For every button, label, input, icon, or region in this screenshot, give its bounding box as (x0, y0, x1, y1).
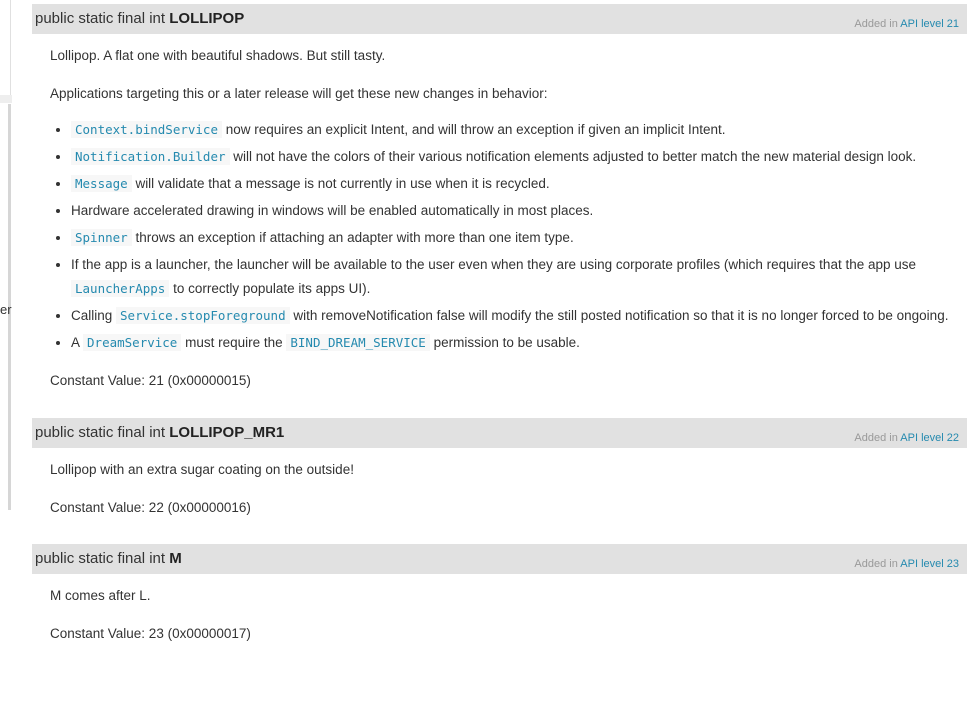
code-link-service-stopforeground[interactable]: Service.stopForeground (116, 307, 290, 324)
api-header (32, 418, 967, 448)
code-link-bind-dream-service[interactable]: BIND_DREAM_SERVICE (286, 334, 429, 351)
list-item-text: A (71, 335, 84, 350)
api-section-lollipop-mr1 (32, 418, 967, 520)
api-body (32, 574, 967, 646)
behavior-change-list (50, 118, 951, 355)
signature-modifiers: public static final int (35, 10, 170, 27)
code-link-context-bindservice[interactable]: Context.bindService (71, 121, 222, 138)
api-body (32, 448, 967, 520)
code-link-spinner[interactable]: Spinner (71, 229, 132, 246)
list-item (71, 118, 951, 142)
side-nav-clipped-text[interactable]: er (0, 302, 12, 317)
side-nav-divider (0, 95, 12, 103)
list-item-text: must require the (181, 335, 287, 350)
code-link-dreamservice[interactable]: DreamService (83, 334, 181, 351)
signature-modifiers: public static final int (35, 550, 170, 567)
list-item-text: If the app is a launcher, the launcher will be available to the user even when they are using corporate profiles (which requires that the app use (71, 257, 917, 272)
code-link-notification-builder[interactable]: Notification.Builder (71, 148, 230, 165)
list-item-text: permission to be usable. (429, 335, 580, 350)
side-nav-border (10, 0, 11, 95)
api-section-m (32, 544, 967, 646)
list-item-text: now requires an explicit Intent, and will throw an exception if given an implicit Intent. (222, 122, 726, 137)
api-header (32, 4, 967, 34)
signature-modifiers: public static final int (35, 424, 170, 441)
api-body (32, 34, 967, 393)
api-signature (35, 550, 182, 567)
list-item (71, 172, 951, 196)
list-item-text: Hardware accelerated drawing in windows will be enabled automatically in most places. (71, 203, 594, 218)
api-added-label (854, 557, 959, 571)
list-item-text: with removeNotification false will modify the still posted notification so that it is no longer forced to be ongoing. (289, 308, 949, 323)
section-spacer (32, 520, 967, 544)
list-item (71, 331, 951, 355)
api-header (32, 544, 967, 574)
behavior-intro: Applications targeting this or a later release will get these new changes in behavior: (50, 86, 548, 101)
api-description: M comes after L. (50, 588, 151, 603)
added-prefix: Added in (854, 432, 901, 444)
api-signature (35, 424, 284, 441)
constant-value: Constant Value: 23 (0x00000017) (50, 626, 251, 641)
list-item (71, 199, 951, 223)
constant-value: Constant Value: 22 (0x00000016) (50, 500, 251, 515)
api-description: Lollipop. A flat one with beautiful shadows. But still tasty. (50, 48, 386, 63)
api-signature (35, 10, 244, 27)
api-section-lollipop (32, 4, 967, 393)
api-added-label (854, 431, 959, 445)
list-item-text: to correctly populate its apps UI). (169, 281, 371, 296)
added-prefix: Added in (854, 558, 901, 570)
list-item (71, 226, 951, 250)
list-item (71, 304, 951, 328)
api-reference-content (32, 4, 967, 646)
list-item (71, 145, 951, 169)
api-description: Lollipop with an extra sugar coating on the outside! (50, 462, 354, 477)
constant-name: LOLLIPOP (169, 10, 245, 27)
list-item-text: will validate that a message is not currently in use when it is recycled. (131, 176, 550, 191)
list-item-text: Calling (71, 308, 117, 323)
api-level-link[interactable]: API level 21 (900, 18, 959, 30)
section-spacer (32, 393, 967, 418)
api-added-label (854, 17, 959, 31)
code-link-message[interactable]: Message (71, 175, 132, 192)
list-item (71, 253, 951, 301)
list-item-text: throws an exception if attaching an adapter with more than one item type. (131, 230, 574, 245)
constant-name: LOLLIPOP_MR1 (169, 424, 285, 441)
list-item-text: will not have the colors of their various notification elements adjusted to better match the new material design look. (229, 149, 917, 164)
api-level-link[interactable]: API level 23 (900, 558, 959, 570)
constant-name: M (169, 550, 182, 567)
side-nav-edge (0, 0, 12, 718)
added-prefix: Added in (854, 18, 901, 30)
code-link-launcherapps[interactable]: LauncherApps (71, 280, 169, 297)
api-level-link[interactable]: API level 22 (900, 432, 959, 444)
constant-value: Constant Value: 21 (0x00000015) (50, 373, 251, 388)
